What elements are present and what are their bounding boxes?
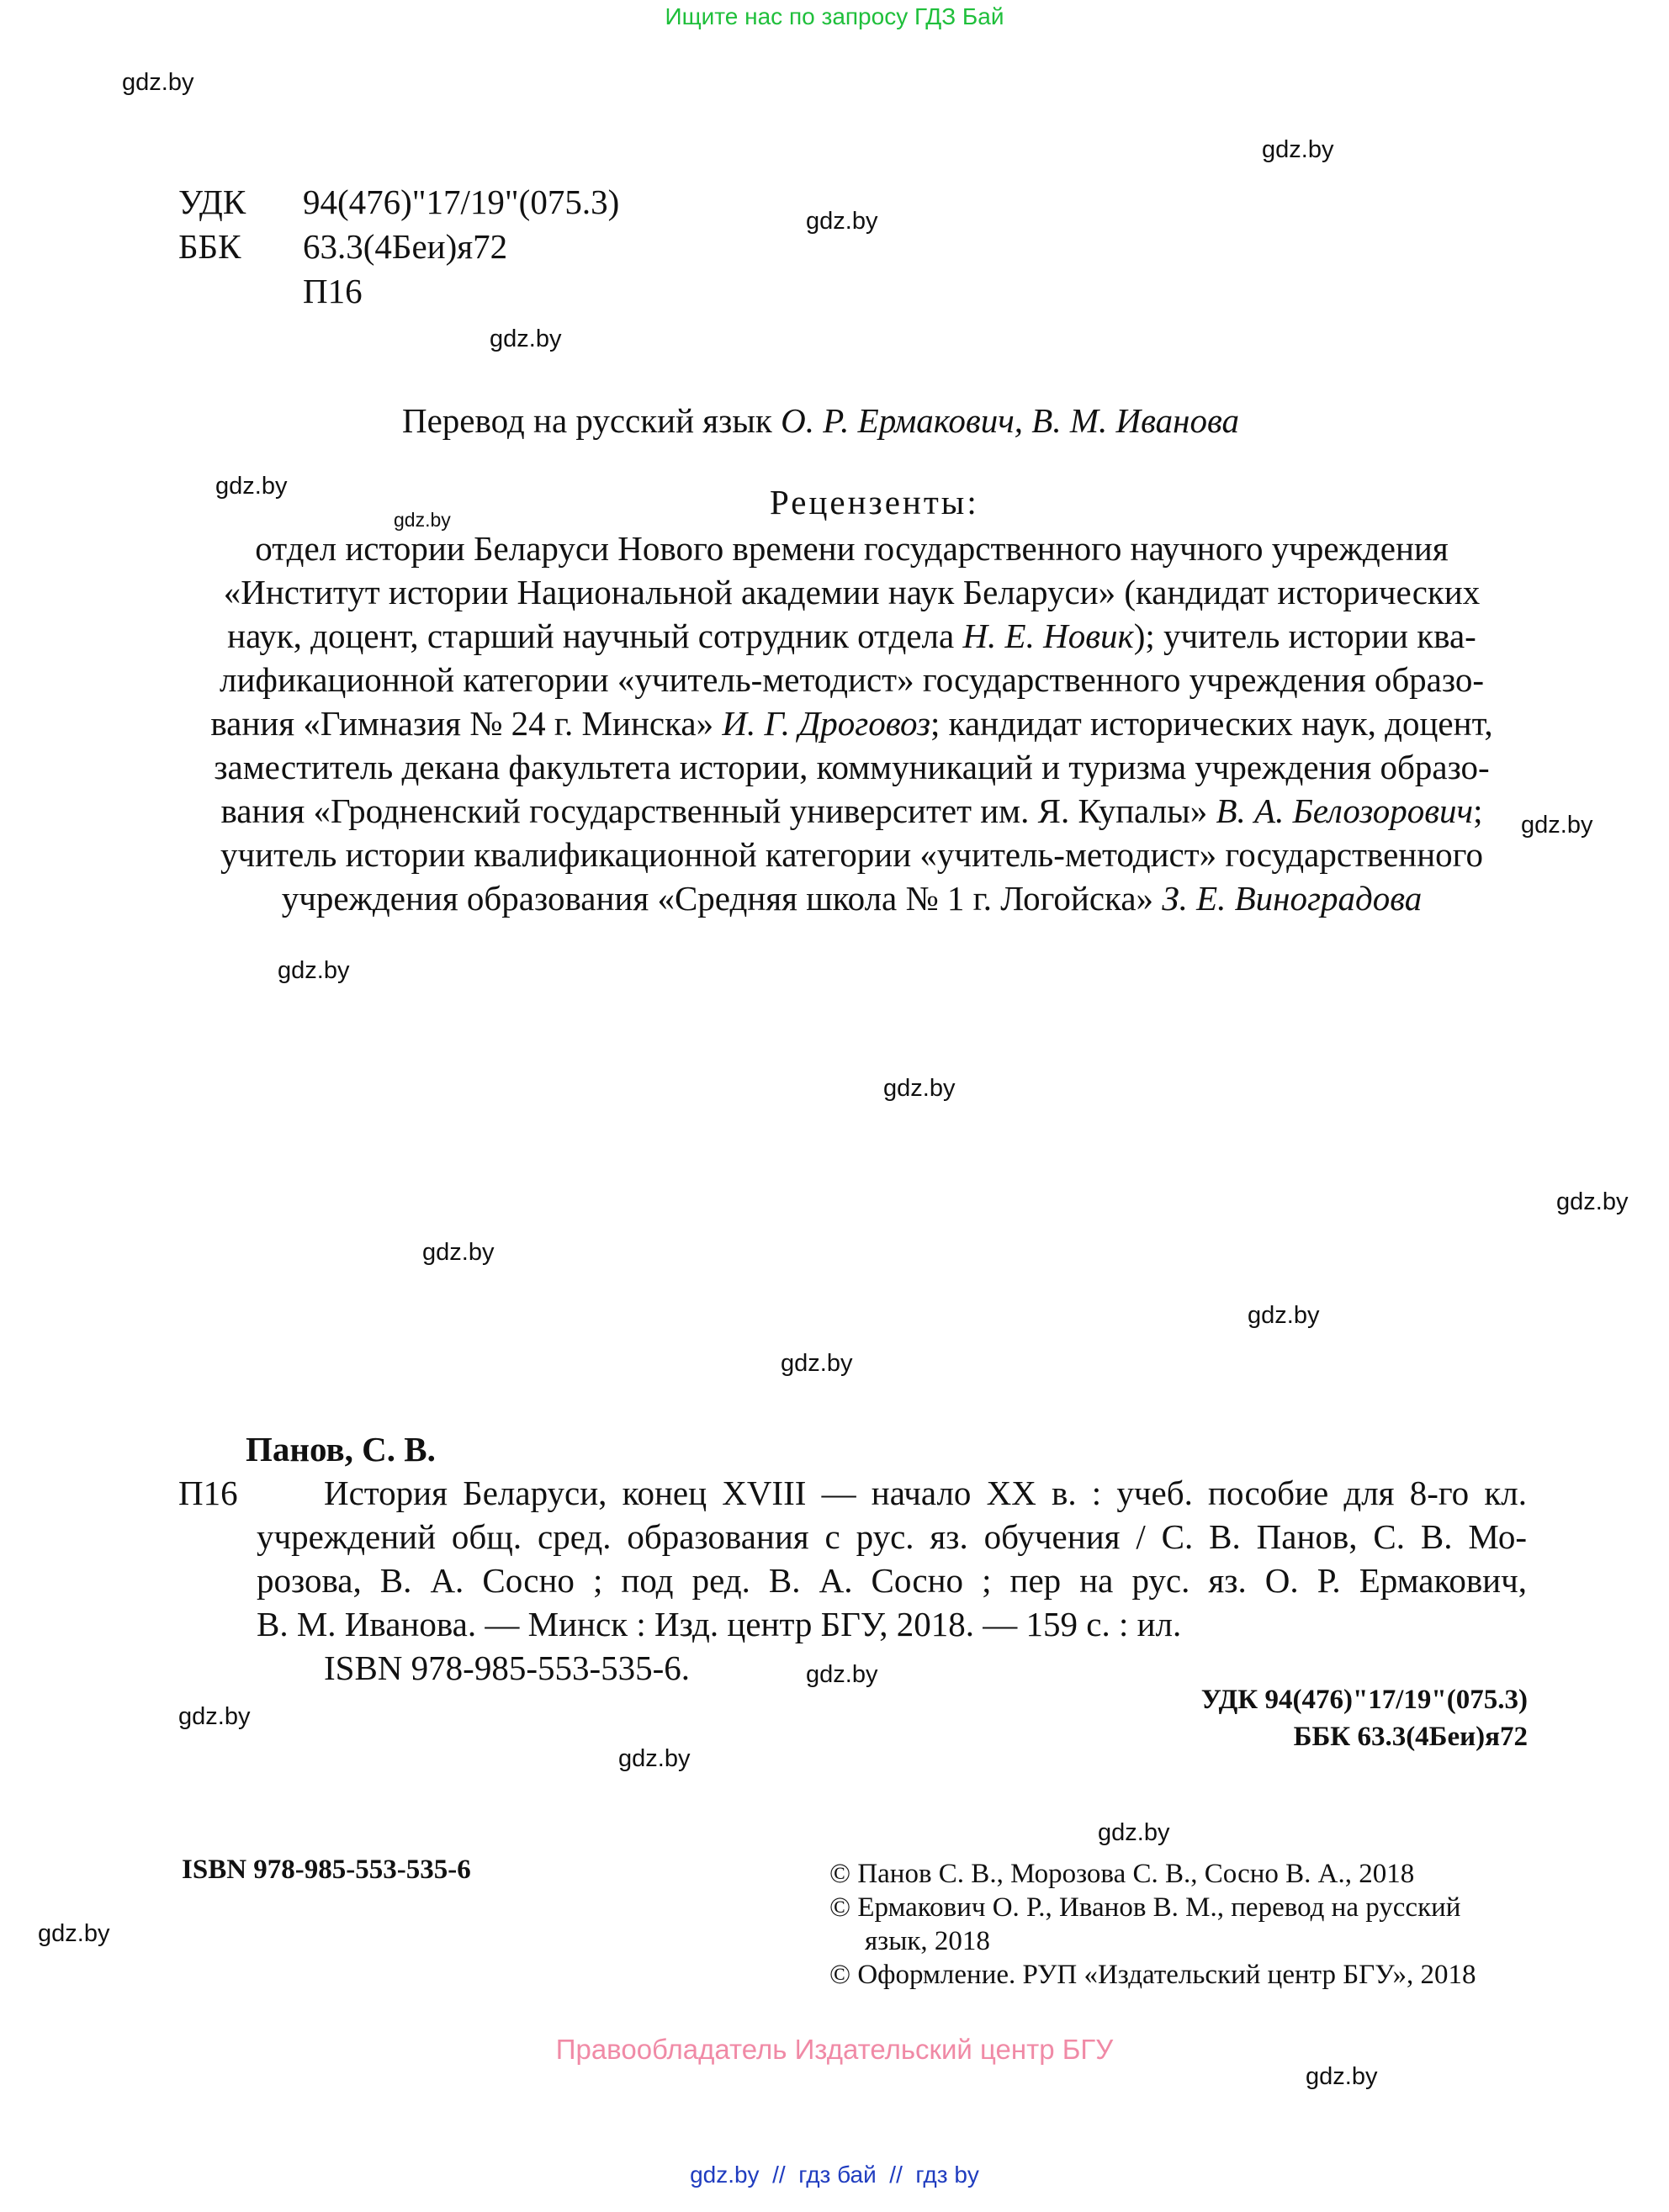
reviewers-line bbox=[185, 614, 1518, 658]
bottom-banner: gdz.by // гдз бай // гдз by bbox=[690, 2162, 979, 2188]
reviewers-text-run: наук, доцент, старший научный сотрудник отдела bbox=[227, 617, 963, 655]
top-banner: Ищите нас по запросу ГДЗ Бай bbox=[665, 3, 1004, 29]
watermark: gdz.by bbox=[1521, 812, 1593, 839]
watermark: gdz.by bbox=[806, 208, 878, 235]
reviewers-text-run: ; bbox=[1473, 791, 1483, 830]
watermark: gdz.by bbox=[1556, 1188, 1629, 1215]
reviewers-heading: Рецензенты: bbox=[770, 483, 979, 521]
reviewer-name: Н. Е. Новик bbox=[962, 617, 1134, 655]
watermark: gdz.by bbox=[1306, 2063, 1378, 2090]
bbk-label: ББК bbox=[178, 227, 241, 266]
watermark: gdz.by bbox=[278, 957, 350, 984]
reviewers-line bbox=[185, 876, 1518, 920]
copyright-1: © Панов С. В., Морозова С. В., Сосно В. А., 2018 bbox=[829, 1859, 1415, 1889]
watermark: gdz.by bbox=[422, 1239, 495, 1266]
bib-line-4: В. М. Иванова. — Минск : Изд. центр БГУ, 2018. — 159 с. : ил. bbox=[257, 1605, 1182, 1643]
watermark: gdz.by bbox=[1248, 1302, 1320, 1329]
author-heading: Панов, С. В. bbox=[246, 1430, 436, 1468]
udk-line: УДК 94(476)"17/19"(075.3) bbox=[1200, 1685, 1528, 1715]
reviewers-text bbox=[185, 527, 1518, 920]
reviewers-line: отдел истории Беларуси Нового времени государственного научного учреждения bbox=[255, 529, 1449, 568]
watermark: gdz.by bbox=[215, 473, 288, 500]
reviewers-text-run: вания «Гимназия № 24 г. Минска» bbox=[210, 704, 723, 743]
translators: О. Р. Ермакович, В. М. Иванова bbox=[781, 401, 1239, 440]
bib-line-2: учреждений общ. сред. образования с рус. яз. обучения / С. В. Панов, С. В. Мо- bbox=[257, 1517, 1527, 1556]
watermark: gdz.by bbox=[1098, 1819, 1170, 1846]
copyright-3: © Оформление. РУП «Издательский центр БГУ», 2018 bbox=[829, 1960, 1476, 1990]
bib-line-1: История Беларуси, конец XVIII — начало XX в. : учеб. пособие для 8-го кл. bbox=[324, 1474, 1527, 1512]
translation-prefix: Перевод на русский язык bbox=[402, 401, 772, 440]
reviewers-line bbox=[185, 789, 1518, 833]
bib-line-3: розова, В. А. Сосно ; под ред. В. А. Сосно ; пер на рус. яз. О. Р. Ермакович, bbox=[257, 1561, 1527, 1600]
watermark: gdz.by bbox=[178, 1703, 251, 1730]
watermark: gdz.by bbox=[394, 509, 451, 531]
reviewers-line: заместитель декана факультета истории, коммуникаций и туризма учреждения образо- bbox=[214, 748, 1490, 786]
watermark: gdz.by bbox=[806, 1661, 878, 1688]
watermark: gdz.by bbox=[1262, 136, 1334, 163]
rights-holder: Правообладатель Издательский центр БГУ bbox=[555, 2034, 1114, 2065]
reviewers-line: учитель истории квалификационной категории «учитель-методист» государственного bbox=[220, 835, 1483, 874]
copyright-2: © Ермакович О. Р., Иванов В. М., перевод на русский bbox=[829, 1892, 1461, 1923]
reviewers-line: «Институт истории Национальной академии наук Беларуси» (кандидат исторических bbox=[223, 573, 1481, 611]
bbk-value: 63.3(4Беи)я72 bbox=[303, 227, 508, 266]
watermark: gdz.by bbox=[38, 1920, 110, 1947]
bib-mark: П16 bbox=[178, 1474, 238, 1512]
watermark: gdz.by bbox=[490, 325, 562, 352]
reviewer-name: В. А. Белозорович bbox=[1216, 791, 1474, 830]
watermark: gdz.by bbox=[781, 1350, 853, 1377]
author-mark: П16 bbox=[303, 272, 363, 310]
reviewers-text-run: ; кандидат исторических наук, доцент, bbox=[930, 704, 1493, 743]
reviewer-name: И. Г. Дроговоз bbox=[722, 704, 930, 743]
reviewers-line: лификационной категории «учитель-методист» государственного учреждения образо- bbox=[219, 660, 1484, 699]
reviewers-text-run: ); учитель истории ква- bbox=[1133, 617, 1476, 655]
bib-line bbox=[324, 1471, 1527, 1515]
isbn-line: ISBN 978-985-553-535-6. bbox=[324, 1648, 691, 1687]
watermark: gdz.by bbox=[122, 69, 194, 96]
reviewers-line bbox=[185, 701, 1518, 745]
watermark: gdz.by bbox=[618, 1745, 691, 1772]
reviewer-name: З. Е. Виноградова bbox=[1162, 879, 1423, 918]
udk-label: УДК bbox=[178, 183, 246, 221]
copyright-2-cont: язык, 2018 bbox=[865, 1926, 990, 1956]
watermark: gdz.by bbox=[883, 1075, 956, 1102]
bib-line bbox=[257, 1558, 1527, 1602]
reviewers-text-run: учреждения образования «Средняя школа № 1 г. Логойска» bbox=[281, 879, 1163, 918]
bbk-line: ББК 63.3(4Беи)я72 bbox=[1293, 1722, 1528, 1752]
udk-value: 94(476)"17/19"(075.3) bbox=[303, 183, 620, 221]
translation-line bbox=[402, 400, 1239, 441]
reviewers-text-run: вания «Гродненский государственный университет им. Я. Купалы» bbox=[220, 791, 1216, 830]
bib-line bbox=[257, 1515, 1527, 1558]
isbn-bold: ISBN 978-985-553-535-6 bbox=[182, 1855, 471, 1885]
